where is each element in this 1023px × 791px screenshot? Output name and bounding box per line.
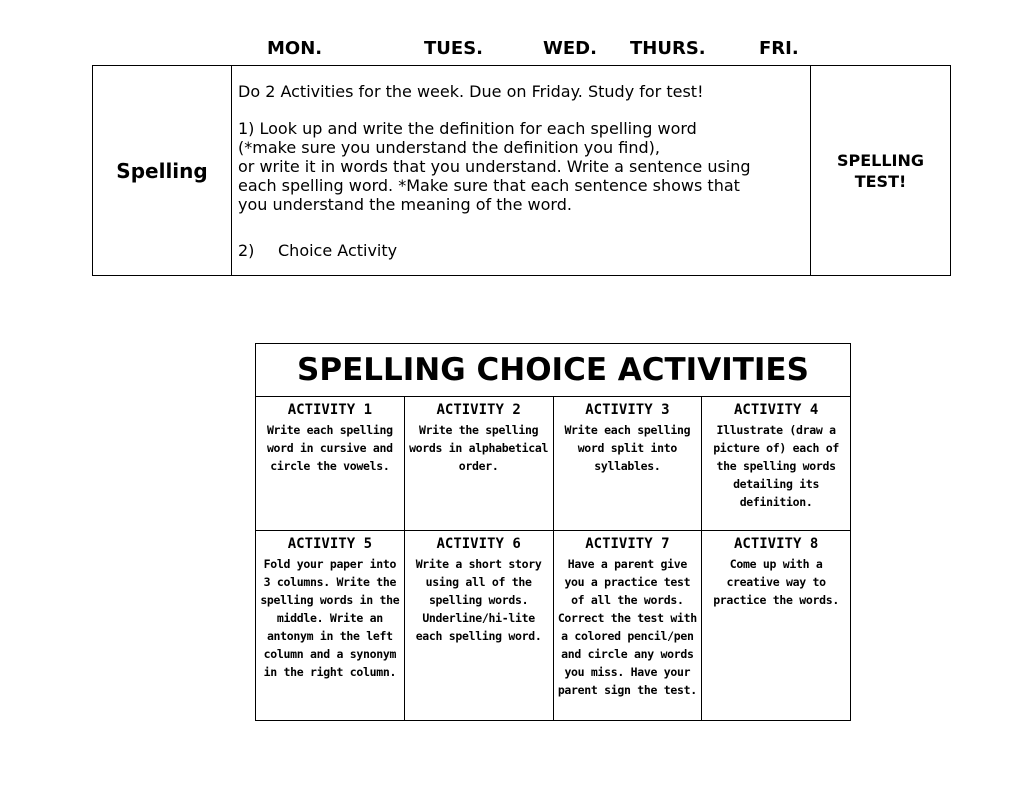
activity-description: Come up with a creative way to practice the words. [713,557,840,608]
subject-label: Spelling [116,158,208,183]
friday-test-line2: TEST! [854,171,907,191]
activity-cell [702,531,851,721]
activity-description: Write a short story using all of the spelling words. Underline/hi-lite each spelling word. [415,557,542,644]
schedule-row [93,66,951,276]
day-friday: FRI. [759,38,799,59]
activity-description: Have a parent give you a practice test of all the words. Correct the test with a colored pencil/pen and circle any words you miss. Have your parent sign the test. [557,557,697,698]
activity-title: ACTIVITY 4 [733,402,819,419]
activity-title: ACTIVITY 2 [436,402,521,419]
choice-board-title: SPELLING CHOICE ACTIVITIES [256,344,851,397]
friday-test-line1: SPELLING [836,150,925,170]
activity-cell [553,531,702,721]
activity-description: Fold your paper into 3 columns. Write the spelling words in the middle. Write an antonym in the left column and a synonym in the right column. [260,557,400,680]
assignment-intro: Do 2 Activities for the week. Due on Friday. Study for test! [238,82,704,101]
day-wednesday: WED. [543,38,597,59]
activity-title: ACTIVITY 5 [287,536,373,553]
activity-cell [256,397,405,531]
activity-cell [256,531,405,721]
day-monday: MON. [267,38,323,59]
day-thursday: THURS. [630,38,706,59]
activity-cell [404,397,553,531]
activity-cell [404,531,553,721]
activity-title: ACTIVITY 3 [585,402,670,419]
activity-description: Write the spelling words in alphabetical order. [409,423,549,474]
activity-description: Write each spelling word split into syllables. [564,423,691,474]
item2-line [238,241,804,260]
activity-cell [702,397,851,531]
assignment-cell [232,66,811,276]
item1-line: you understand the meaning of the word. [238,195,572,214]
activity-description: Write each spelling word in cursive and circle the vowels. [266,423,393,474]
choice-activities-table [255,343,851,721]
item1-line: or write it in words that you understand. Write a sentence using [238,157,751,176]
activity-description: Illustrate (draw a picture of) each of the spelling words detailing its definition. [713,423,840,510]
activity-title: ACTIVITY 1 [287,402,373,419]
activity-title: ACTIVITY 7 [585,536,670,553]
weekday-header [0,38,1023,64]
spelling-schedule-table [92,65,951,276]
subject-cell [93,66,232,276]
item1-line: (*make sure you understand the definition you find), [238,138,660,157]
item1-line: 1) Look up and write the definition for each spelling word [238,119,697,138]
activity-cell [553,397,702,531]
friday-test-cell [811,66,951,276]
item2-text: Choice Activity [278,241,398,260]
activity-title: ACTIVITY 6 [436,536,521,553]
item2-number: 2) [238,241,255,260]
day-tuesday: TUES. [424,38,483,59]
item1-line: each spelling word. *Make sure that each sentence shows that [238,176,740,195]
activity-title: ACTIVITY 8 [733,536,819,553]
